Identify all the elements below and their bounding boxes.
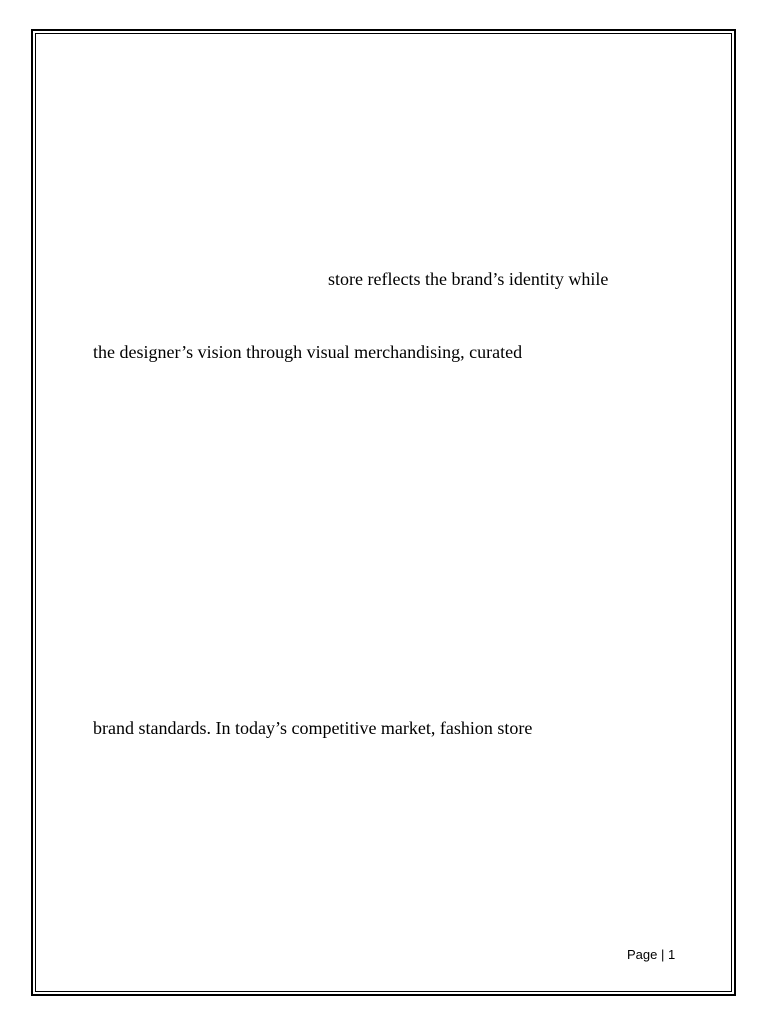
- body-text-line: store reflects the brand’s identity while: [328, 269, 609, 289]
- body-text-line: brand standards. In today’s competitive market, fashion store: [93, 718, 533, 738]
- body-text-line: the designer’s vision through visual merchandising, curated: [93, 342, 523, 362]
- page-border-inner: [35, 33, 732, 992]
- page-number-footer: Page | 1: [627, 947, 676, 962]
